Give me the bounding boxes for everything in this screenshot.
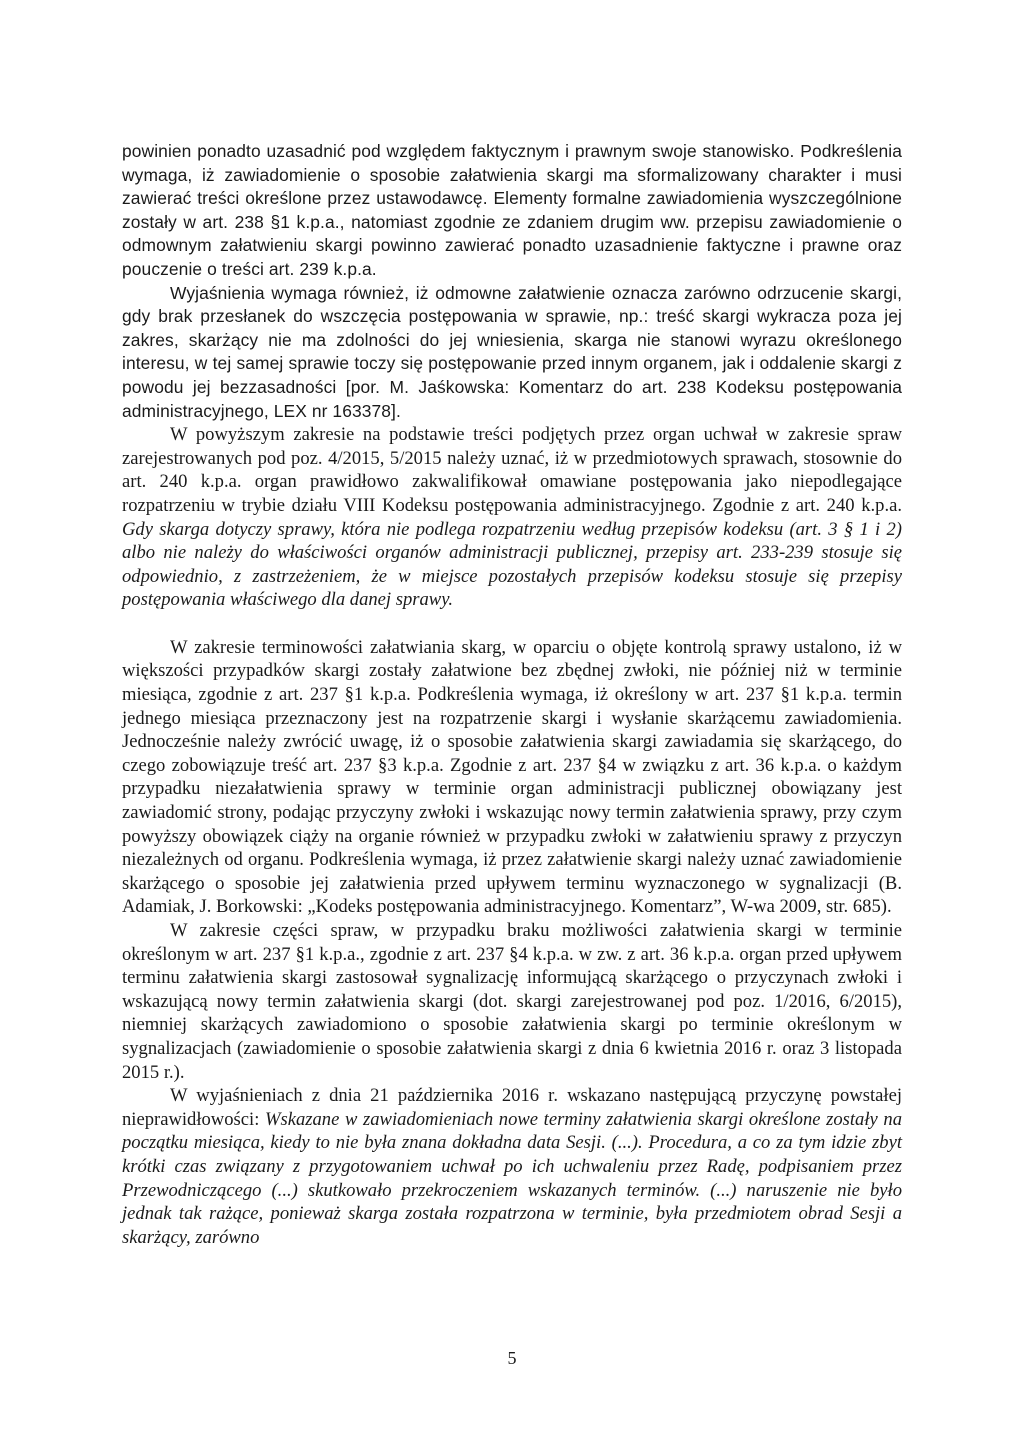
paragraph-3-text: W powyższym zakresie na podstawie treści podjętych przez organ uchwał w zakresie spraw zarejestrowanych pod poz. 4/2015, 5/2015 należy uznać, iż w przedmiotowych sprawach, stosownie do art. 240 k.p.a. organ prawidłowo zakwalifikował omawiane postępowania jako niepodlegające rozpatrzeniu w trybie działu VIII Kodeksu postępowania administracyjnego. Zgodnie z art. 240 k.p.a. <box>122 424 902 516</box>
page-number: 5 <box>507 1348 517 1368</box>
paragraph-5: W zakresie części spraw, w przypadku braku możliwości załatwienia skargi w terminie określonym w art. 237 §1 k.p.a., zgodnie z art. 237 §4 k.p.a. w zw. z art. 36 k.p.a. organ przed upływem terminu załatwienia skargi zastosował sygnalizację informującą skarżącego o przyczynach zwłoki i wskazującą nowy termin załatwienia skargi (dot. skargi zarejestrowanej pod poz. 1/2016, 6/2015), niemniej skarżących zawiadomiono o sposobie załatwienia skargi po terminie określonym w sygnalizacjach (zawiadomienie o sposobie załatwienia skargi z dnia 6 kwietnia 2016 r. oraz 3 listopada 2015 r.). <box>122 920 902 1083</box>
paragraph-6 <box>122 1084 902 1249</box>
paragraph-2: Wyjaśnienia wymaga również, iż odmowne załatwienie oznacza zarówno odrzucenie skargi, gdy brak przesłanek do wszczęcia postępowania w sprawie, np.: treść skargi wykracza poza jej zakres, skarżący nie ma zdolności do jej wniesienia, skarga nie stanowi wyrazu określonego interesu, w tej samej sprawie toczy się postępowanie przed innym organem, jak i oddalenie skargi z powodu jej bezzasadności [por. M. Jaśkowska: Komentarz do art. 238 Kodeksu postępowania administracyjnego, LEX nr 163378]. <box>122 282 902 421</box>
paragraph-3-quote: Gdy skarga dotyczy sprawy, która nie podlega rozpatrzeniu według przepisów kodeksu (art. 3 § 1 i 2) albo nie należy do właściwości organów administracji publicznej, przepisy art. 233-239 stosuje się odpowiednio, z zastrzeżeniem, że w miejsce pozostałych przepisów kodeksu stosuje się przepisy postępowania właściwego dla danej sprawy. <box>122 518 902 611</box>
paragraph-6-quote: Wskazane w zawiadomieniach nowe terminy załatwienia skargi określone zostały na początku miesiąca, kiedy to nie była znana dokładna data Sesji. (...). Procedura, a co za tym idzie zbyt krótki czas związany z przygotowaniem uchwał po ich uchwaleniu przez Radę, podpisaniem przez Przewodniczącego (...) skutkowało przekroczeniem wskazanych terminów. (...) naruszenie nie było jednak tak rażące, ponieważ skarga została rozpatrzona w terminie, była przedmiotem obrad Sesji a skarżący, zarówno <box>122 1108 902 1248</box>
document-body <box>122 140 902 1249</box>
paragraph-6-text: W wyjaśnieniach z dnia 21 października 2016 r. wskazano następującą przyczynę powstałej nieprawidłowości: <box>122 1085 902 1130</box>
paragraph-3 <box>122 423 902 612</box>
paragraph-1: powinien ponadto uzasadnić pod względem faktycznym i prawnym swoje stanowisko. Podkreślenia wymaga, iż zawiadomienie o sposobie załatwienia skargi ma sformalizowany charakter i musi zawierać treści określone przez ustawodawcę. Elementy formalne zawiadomienia wyszczególnione zostały w art. 238 §1 k.p.a., natomiast zgodnie ze zdaniem drugim ww. przepisu zawiadomienie o odmownym załatwieniu skargi powinno zawierać ponadto uzasadnienie faktyczne i prawne oraz pouczenie o treści art. 239 k.p.a. <box>122 141 902 279</box>
paragraph-4: W zakresie terminowości załatwiania skarg, w oparciu o objęte kontrolą sprawy ustalono, iż w większości przypadków skargi zostały załatwione bez zbędnej zwłoki, nie później niż w terminie miesiąca, zgodnie z art. 237 §1 k.p.a. Podkreślenia wymaga, iż określony w art. 237 §1 k.p.a. termin jednego miesiąca przeznaczony jest na rozpatrzenie skargi i wysłanie skarżącemu zawiadomienia. Jednocześnie należy zwrócić uwagę, iż o sposobie załatwienia skargi zawiadamia się skarżącego, do czego zobowiązuje treść art. 237 §3 k.p.a. Zgodnie z art. 237 §4 w związku z art. 36 k.p.a. o każdym przypadku niezałatwienia sprawy w terminie organ administracji publicznej obowiązany jest zawiadomić strony, podając przyczyny zwłoki i wskazując nowy termin załatwienia sprawy, przy czym powyższy obowiązek ciąży na organie również w przypadku zwłoki w załatwieniu sprawy z przyczyn niezależnych od organu. Podkreślenia wymaga, iż przez załatwienie skargi należy uznać zawiadomienie skarżącego o sposobie jej załatwienia przed upływem terminu wyznaczonego w sygnalizacji (B. Adamiak, J. Borkowski: „Kodeks postępowania administracyjnego. Komentarz”, W-wa 2009, str. 685). <box>122 636 902 918</box>
paragraph-gap <box>122 612 902 636</box>
